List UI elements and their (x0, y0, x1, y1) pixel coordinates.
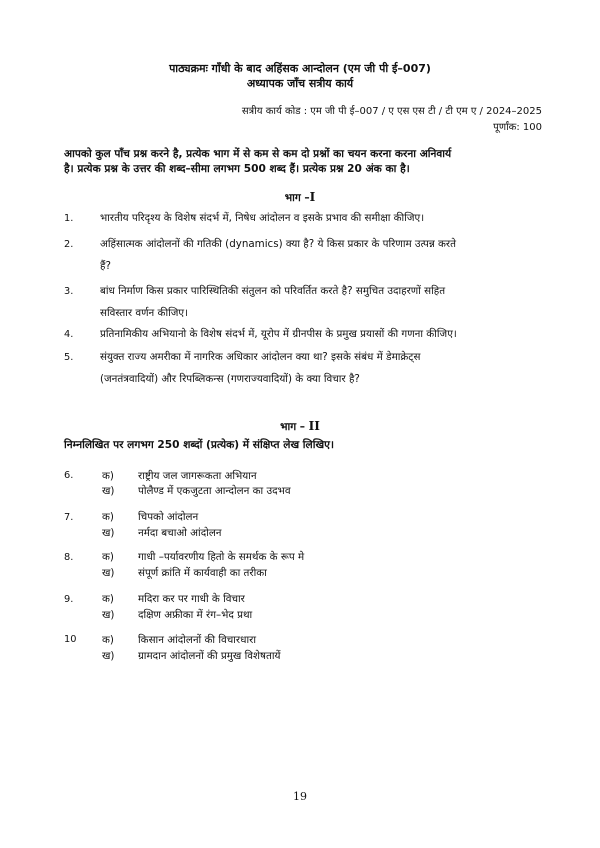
question-line: सविस्तार वर्णन कीजिए। (100, 307, 189, 319)
question-line: हैं? (100, 260, 111, 272)
assignment-title: अध्यापक जाँच सत्रीय कार्य (246, 77, 354, 90)
sub-question-b: ग्रामदान आंदोलनों की प्रमुख विशेषतायें (138, 650, 281, 662)
max-marks: पूर्णांक: 100 (493, 122, 542, 133)
assignment-code: सत्रीय कार्य कोड : एम जी पी ई–007 / ए एस एस टी / टी एम ए / 2024–2025 (241, 106, 542, 117)
page-number: 19 (293, 790, 307, 803)
question-text (100, 207, 555, 229)
sub-label-b: ख) (102, 527, 115, 539)
question-text (100, 280, 555, 324)
question-number: 2. (64, 239, 74, 250)
course-title: पाठ्यक्रमः गाँधी के बाद अहिंसक आन्दोलन (एम जी पी ई–007) (169, 62, 431, 75)
question-line: (जनतंत्रवादियों) और रिपब्लिकन्स (गणराज्यवादियों) के क्या विचार है? (100, 373, 360, 385)
question-number: 8. (64, 552, 74, 563)
section-1-prefix: भाग – (284, 192, 310, 204)
question-number: 10 (64, 634, 77, 645)
sub-question-b: नर्मदा बचाओ आंदोलन (138, 527, 222, 539)
sub-label-b: ख) (102, 567, 115, 579)
question-text (100, 323, 555, 345)
sub-question-b: संपूर्ण क्रांति में कार्यवाही का तरीका (138, 567, 267, 579)
section-1-heading (0, 190, 600, 205)
question-number: 1. (64, 213, 74, 224)
sub-label-a: क) (102, 593, 114, 605)
sub-label-a: क) (102, 511, 114, 523)
section-2-prefix: भाग – (280, 421, 309, 433)
sub-question-a: चिपको आंदोलन (138, 511, 199, 523)
question-line: बांध निर्माण किस प्रकार पारिस्थितिकी संतुलन को परिवर्तित करते है? समुचित उदाहरणों सहित (100, 285, 446, 297)
instructions-line-2: है। प्रत्येक प्रश्न के उत्तर की शब्द–सीमा लगभग 500 शब्द हैं। प्रत्येक प्रश्न 20 अंक का है। (64, 163, 410, 175)
sub-label-b: ख) (102, 485, 115, 497)
section-2-instruction: निम्नलिखित पर लगभग 250 शब्दों (प्रत्येक) में संक्षिप्त लेख लिखिए। (64, 439, 335, 451)
sub-label-a: क) (102, 551, 114, 563)
question-line: भारतीय परिदृश्य के विशेष संदर्भ में, निषेध आंदोलन व इसके प्रभाव की समीक्षा कीजिए। (100, 212, 425, 224)
sub-question-a: किसान आंदोलनों की विचारधारा (138, 634, 257, 646)
sub-label-a: क) (102, 470, 114, 482)
section-2-roman: II (308, 419, 320, 433)
question-text (100, 346, 555, 390)
question-line: अहिंसात्मक आंदोलनों की गतिकी (dynamics) क्या है? ये किस प्रकार के परिणाम उत्पन्न करते (100, 238, 457, 250)
sub-question-b: दक्षिण अफ्रीका में रंग–भेद प्रथा (138, 609, 253, 621)
question-number: 7. (64, 512, 74, 523)
question-number: 9. (64, 594, 74, 605)
question-line: प्रतिनामिकीय अभियानो के विशेष संदर्भ में, यूरोप में ग्रीनपीस के प्रमुख प्रयासों की गणना कीजिए। (100, 328, 457, 340)
question-number: 6. (64, 470, 74, 481)
sub-question-a: राष्ट्रीय जल जागरूकता अभियान (138, 470, 257, 482)
question-number: 3. (64, 286, 74, 297)
instructions-line-1: आपको कुल पाँच प्रश्न करने है, प्रत्येक भाग में से कम से कम दो प्रश्नों का चयन करना करना अनिवार्य (64, 148, 452, 160)
question-line: संयुक्त राज्य अमरीका में नागरिक अधिकार आंदोलन क्या था? इसके संबंध में डेमाक्रेट्स (100, 351, 421, 363)
sub-label-b: ख) (102, 609, 115, 621)
question-number: 5. (64, 352, 74, 363)
section-1-roman: I (309, 190, 316, 204)
sub-question-b: पोलैण्ड में एकजुटता आन्दोलन का उदभव (138, 485, 291, 497)
sub-label-b: ख) (102, 650, 115, 662)
question-number: 4. (64, 329, 74, 340)
sub-question-a: मदिरा कर पर गाधी के विचार (138, 593, 245, 605)
section-2-heading (0, 419, 600, 434)
sub-label-a: क) (102, 634, 114, 646)
sub-question-a: गाधी –पर्यावरणीय हितो के समर्थक के रूप मे (138, 551, 305, 563)
question-text (100, 233, 555, 277)
